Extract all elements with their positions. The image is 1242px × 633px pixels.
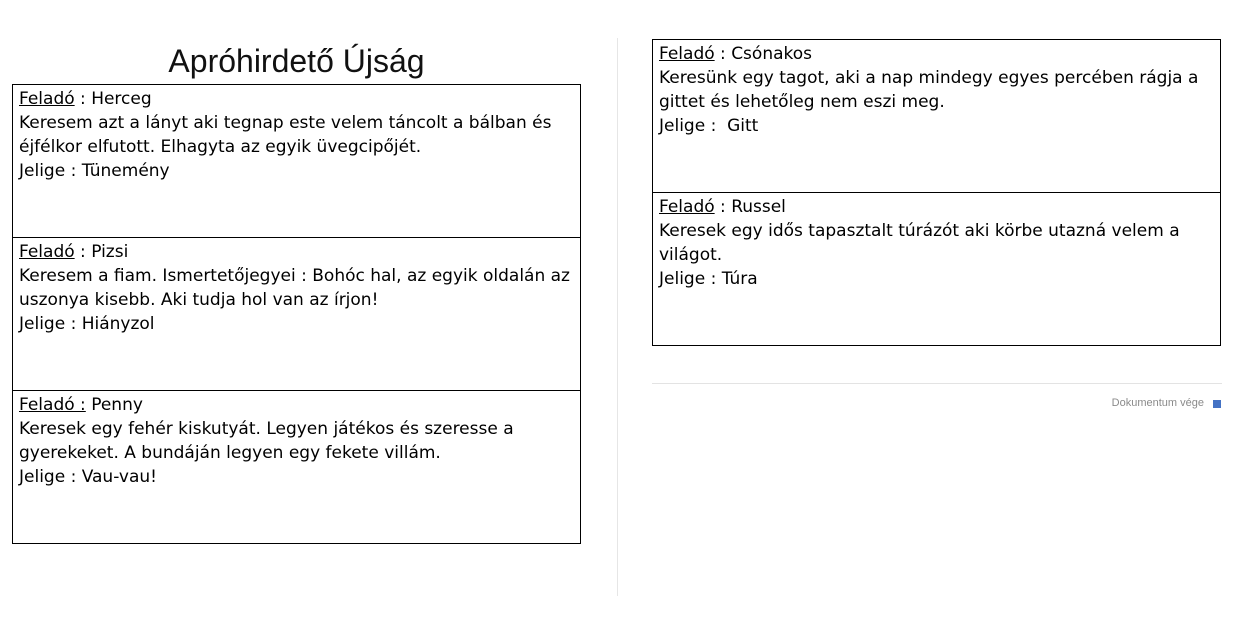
sender-label: Feladó: [659, 44, 715, 64]
document-end-label: Dokumentum vége: [1111, 397, 1204, 409]
ad-sender-line: [19, 393, 574, 417]
sender-name: Pizsi: [91, 242, 129, 262]
ad-text-line: gyerekeket. A bundáján legyen egy fekete villám.: [19, 443, 441, 463]
ad-motto: Jelige : Gitt: [659, 116, 759, 136]
sender-label: Feladó: [659, 197, 715, 217]
sender-separator: :: [74, 242, 92, 262]
ad-sender-line: [659, 42, 1214, 66]
ad-box-russel: [652, 192, 1221, 346]
sender-label: Feladó: [19, 242, 75, 262]
page-title: Apróhirdető Újság: [168, 43, 425, 79]
sender-separator: :: [74, 89, 92, 109]
sender-label: Feladó: [19, 89, 75, 109]
ad-text-line: Keresem a fiam. Ismertetőjegyei : Bohóc hal, az egyik oldalán az: [19, 266, 570, 286]
ad-text-line: Keresek egy fehér kiskutyát. Legyen játékos és szeresse a: [19, 419, 514, 439]
ad-box-pizsi: [12, 237, 581, 391]
ad-text-line: világot.: [659, 245, 723, 265]
ad-text-line: gittet és lehetőleg nem eszi meg.: [659, 92, 945, 112]
ad-motto: Jelige : Túra: [659, 269, 758, 289]
ad-motto: Jelige : Vau-vau!: [19, 467, 157, 487]
document-end-marker[interactable]: [1213, 400, 1221, 408]
ad-motto: Jelige : Tünemény: [19, 161, 170, 181]
ad-sender-line: [659, 195, 1214, 219]
ad-box-csonakos: [652, 39, 1221, 193]
sender-name: Csónakos: [731, 44, 813, 64]
sender-name: Russel: [731, 197, 786, 217]
sender-separator: :: [714, 197, 732, 217]
ad-text-line: éjfélkor elfutott. Elhagyta az egyik üvegcipőjét.: [19, 137, 422, 157]
ad-sender-line: [19, 240, 574, 264]
ad-sender-line: [19, 87, 574, 111]
ad-text-line: uszonya kisebb. Aki tudja hol van az írjon!: [19, 290, 379, 310]
sender-name: Penny: [91, 395, 143, 415]
ad-box-herceg: [12, 84, 581, 238]
ad-text-line: Keresek egy idős tapasztalt túrázót aki körbe utazná velem a: [659, 221, 1180, 241]
sender-separator: :: [714, 44, 732, 64]
column-divider: [617, 38, 618, 596]
document-end-rule: [652, 383, 1222, 384]
sender-name: Herceg: [91, 89, 152, 109]
ad-box-penny: [12, 390, 581, 544]
sender-label: Feladó :: [19, 395, 86, 415]
ad-motto: Jelige : Hiányzol: [19, 314, 155, 334]
ad-text-line: Keresünk egy tagot, aki a nap mindegy egyes percében rágja a: [659, 68, 1199, 88]
ad-text-line: Keresem azt a lányt aki tegnap este velem táncolt a bálban és: [19, 113, 552, 133]
